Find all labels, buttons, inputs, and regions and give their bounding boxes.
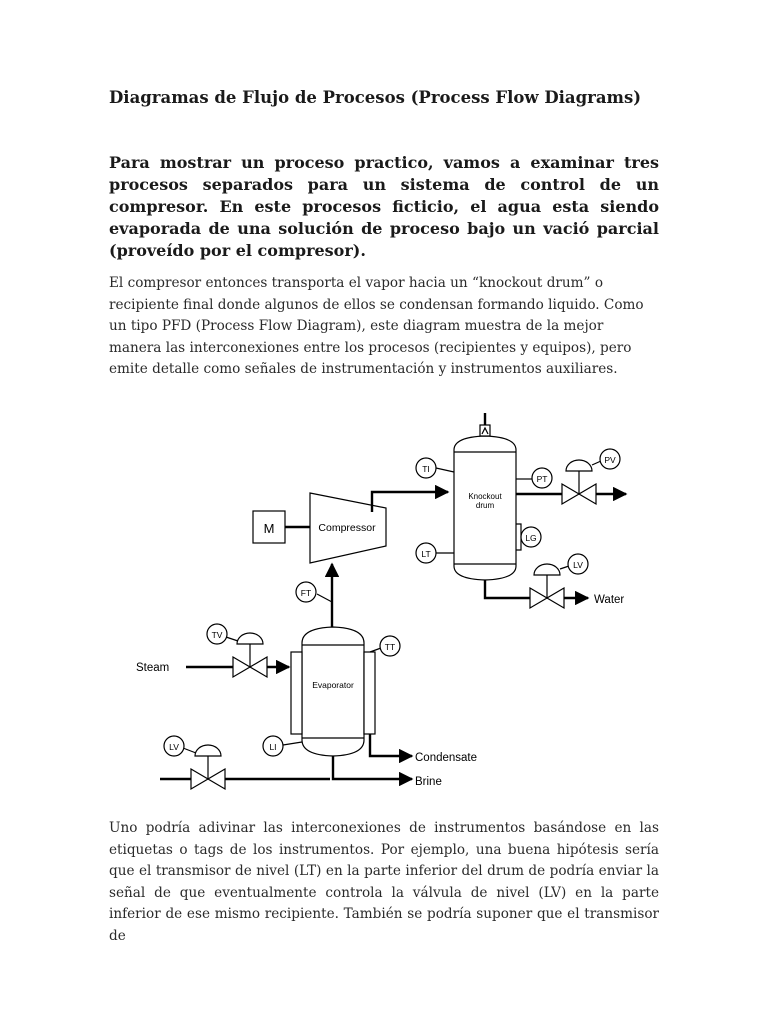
brine-line (333, 756, 412, 779)
relief-device (480, 425, 490, 436)
pv-label: PV (604, 455, 616, 465)
evaporator-label: Evaporator (312, 680, 354, 690)
intro-paragraph: Para mostrar un proceso practico, vamos a examinar tres procesos separados para un sistema de control de un compresor. En este procesos ficticio, el agua esta siendo evaporada de una solución de proceso bajo un vació parcial (proveído por el compresor). (109, 153, 659, 260)
process-flow-diagram (120, 405, 640, 800)
tv-label: TV (211, 630, 223, 640)
pt-label: PT (536, 474, 548, 484)
pv-valve (562, 460, 596, 504)
body-paragraph-2: Uno podría adivinar las interconexiones de instrumentos basándose en las etiquetas o tags de los instrumentos. Por ejemplo, una buena hipótesis sería que el transmisor de nivel (LT) en la parte inferior del drum de podría enviar la señal de que eventualmente controla la válvula de nivel (LV) en la parte inferior de ese mismo recipiente. También se podría suponer que el transmisor de (109, 820, 659, 944)
steam-stream-label: Steam (136, 662, 170, 674)
condensate-line (370, 734, 412, 756)
knockout-drum (454, 436, 516, 580)
tt-label: TT (384, 642, 396, 652)
compressor-label: Compressor (318, 522, 376, 534)
page-title: Diagramas de Flujo de Procesos (Process Flow Diagrams) (109, 88, 642, 107)
lv-evaporator-valve (191, 745, 225, 789)
ti-label: TI (422, 464, 430, 474)
condensate-stream-label: Condensate (415, 752, 478, 764)
motor-label: M (263, 521, 275, 536)
compressor (310, 493, 386, 563)
lv-drum-valve (530, 564, 564, 608)
knockout-drum-label-1: Knockout (468, 492, 502, 501)
lv-drum-label: LV (573, 560, 583, 570)
drum-liquid-outlet (485, 580, 530, 598)
motor (253, 511, 285, 543)
lg-label: LG (525, 533, 537, 543)
lt-label: LT (421, 549, 431, 559)
body-paragraph-1: El compresor entonces transporta el vapor hacia un “knockout drum” o recipiente final donde algunos de ellos se condensan formando liquido. Como un tipo PFD (Process Flow Diagram), este diagram muestra de la mejor manera las interconexiones entre los procesos (recipientes y equipos), pero emite detalle como señales de instrumentación y instrumentos auxiliares. (109, 275, 644, 378)
water-stream-label: Water (594, 594, 625, 606)
brine-stream-label: Brine (415, 776, 442, 788)
knockout-drum-label-2: drum (475, 501, 495, 510)
ft-label: FT (300, 588, 312, 598)
li-label: LI (269, 742, 277, 752)
tv-valve (233, 633, 267, 677)
lv-evaporator-label: LV (169, 742, 179, 752)
level-gauge (516, 524, 521, 550)
evaporator (291, 627, 375, 756)
